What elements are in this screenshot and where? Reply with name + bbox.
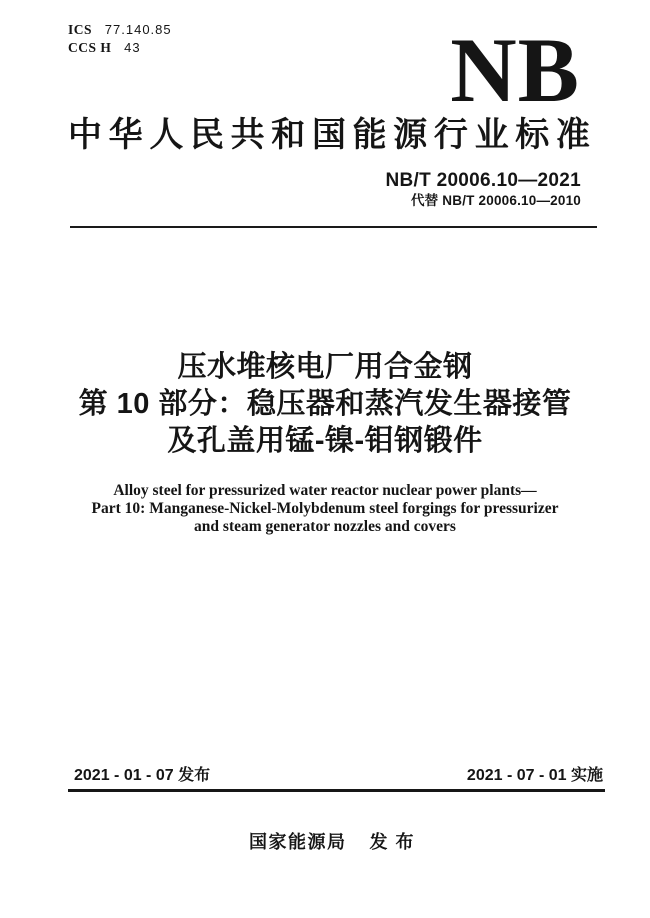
ics-label: ICS — [68, 22, 93, 37]
publisher-name: 国家能源局 — [248, 832, 347, 852]
header-divider-rule — [70, 226, 597, 228]
standard-category-banner: 中 华 人 民 共 和 国 能 源 行 业 标 准 — [68, 116, 590, 154]
title-cn-line1: 压水堆核电厂用合金钢 — [177, 351, 473, 383]
title-cn-line2: 第 10 部分：稳压器和蒸汽发生器接管 — [78, 388, 572, 420]
title-cn-line3: 及孔盖用锰-镍-钼钢锻件 — [167, 425, 483, 457]
publisher-line — [7, 830, 650, 854]
classification-codes — [68, 21, 172, 57]
standard-number-current: NB/T 20006.10—2021 — [385, 170, 581, 191]
standard-number-replaces: 代替 NB/T 20006.10—2010 — [410, 193, 581, 208]
ccs-value: 43 — [124, 40, 141, 55]
title-en-line2: Part 10: Manganese-Nickel-Molybdenum steel forgings for pressurizer — [91, 500, 559, 517]
title-en-line3: and steam generator nozzles and covers — [194, 518, 456, 535]
title-en-line1: Alloy steel for pressurized water reactor nuclear power plants— — [113, 482, 537, 499]
implement-date: 2021 - 07 - 01 实施 — [466, 767, 603, 784]
issue-date: 2021 - 01 - 07 发布 — [74, 767, 211, 784]
nb-standard-logo: NB — [450, 19, 580, 121]
standard-number-block — [385, 170, 581, 210]
title-chinese — [0, 349, 650, 460]
ics-value: 77.140.85 — [104, 22, 172, 37]
footer-divider-rule — [68, 789, 605, 792]
footer-dates — [74, 766, 603, 786]
ics-code-line — [68, 21, 172, 39]
ccs-code-line — [68, 39, 172, 57]
title-english — [0, 482, 650, 536]
ccs-label: CCS H — [68, 40, 112, 55]
publish-action-label: 发 布 — [369, 832, 415, 852]
